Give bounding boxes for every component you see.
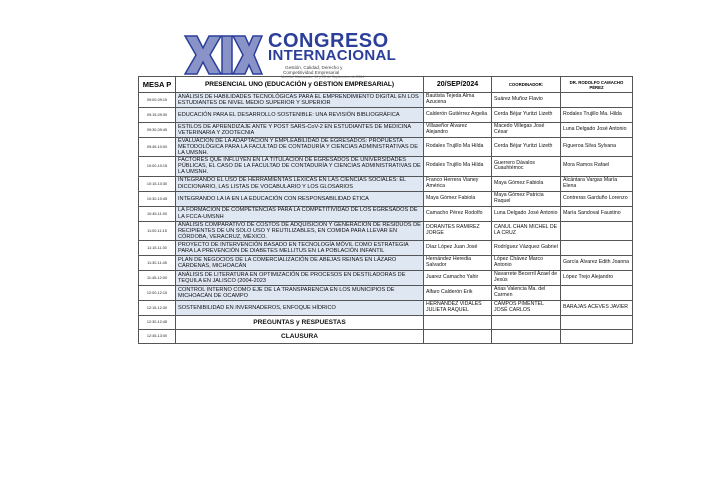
session-topic: FACTORES QUE INFLUYEN EN LA TITULACIÓN DE EGRESADOS DE UNIVERSIDADES PÚBLICAS, EL CASO DE LA FACULTAD DE CONTADURÍA Y CIENCIAS ADMINISTRATIVAS DE LA UMSNH. — [176, 157, 424, 176]
logo-subtitle-line2: Competitividad Empresarial — [283, 70, 340, 75]
session-author: Díaz López Juan José — [424, 240, 492, 255]
table-row — [139, 108, 633, 123]
session-coauthor: CANUL CHAN MICHEL DE LA CRUZ — [492, 221, 561, 240]
session-topic: INTEGRANDO EL USO DE HERRAMIENTAS LÉXICAS EN LAS CIENCIAS SOCIALES: EL DICCIONARIO, LAS LISTAS DE VOCABULARIO Y LOS GLOSARIOS — [176, 176, 424, 191]
session-coauthor: Arias Valencia Ma. del Carmen — [492, 285, 561, 300]
session-coauthor: Luna Delgado José Antonio — [492, 206, 561, 221]
session-time: 11:45-12:00 — [139, 270, 176, 285]
session-author: Bautista Tejeda Alma Azucena — [424, 93, 492, 108]
roman-numeral-xix — [183, 30, 263, 80]
closing-time: 12:30-12:45 — [139, 315, 176, 329]
empty-cell — [492, 329, 561, 343]
session-time: 09:00-09:15 — [139, 93, 176, 108]
session-time: 11:15-11:30 — [139, 240, 176, 255]
table-row — [139, 138, 633, 157]
session-topic: EVALUACIÓN DE LA ADAPTACIÓN Y EMPLEABILIDAD DE EGRESADOS: PROPUESTA METODOLÓGICA PARA LA FACULTAD DE CONTADURÍA Y CIENCIAS ADMINISTRATIVAS DE LA UMSNH. — [176, 138, 424, 157]
session-topic: SOSTENIBILIDAD EN INVERNADEROS, ENFOQUE HÍDRICO — [176, 300, 424, 315]
session-time: 09:45-10:00 — [139, 138, 176, 157]
logo-subtitle-line1: Gestión, Calidad, Derecho y — [285, 65, 343, 70]
table-row — [139, 191, 633, 206]
closing-row — [139, 329, 633, 343]
session-author: Camacho Pérez Rodolfo — [424, 206, 492, 221]
header-mesa: MESA P — [139, 77, 176, 93]
table-row — [139, 270, 633, 285]
session-coauthor: Cerda Béjar Yuritzi Lizeth — [492, 138, 561, 157]
session-time: 09:30-09:45 — [139, 123, 176, 138]
session-topic: PLAN DE NEGOCIOS DE LA COMERCIALIZACIÓN DE ABEJAS REINAS EN LÁZARO CÁRDENAS, MICHOACÁN — [176, 255, 424, 270]
session-extra-author: Alcántara Vargas María Elena — [561, 176, 633, 191]
table-row — [139, 221, 633, 240]
empty-cell — [424, 329, 492, 343]
table-row — [139, 157, 633, 176]
logo-title-line2: INTERNACIONAL — [268, 47, 397, 64]
session-author: Villaseñor Alvarez Alejandro — [424, 123, 492, 138]
session-coauthor: Maya Gómez Fabiola — [492, 176, 561, 191]
session-author: HERNANDEZ VIDALES JULIETA RAQUEL — [424, 300, 492, 315]
session-time: 11:00-11:15 — [139, 221, 176, 240]
header-coordinator-name: DR. RODOLFO CAMACHO PÉREZ — [561, 77, 633, 93]
session-topic: PROYECTO DE INTERVENCIÓN BASADO EN TECNOLOGÍA MÓVIL COMO ESTRATEGIA PARA LA PREVENCIÓN DE DIABETES MELLITUS EN LA POBLACIÓN INFANTIL — [176, 240, 424, 255]
session-extra-author — [561, 93, 633, 108]
header-coordinator-label: COORDINADOR: — [492, 77, 561, 93]
session-extra-author — [561, 240, 633, 255]
logo-subtitle-line3: Morelia, Michoacán, 19 y 20 de Septiembre de 2024 — [281, 75, 365, 79]
session-time: 10:45-11:00 — [139, 206, 176, 221]
session-author: DORANTES RAMIREZ JORGE — [424, 221, 492, 240]
session-coauthor: CAMPOS PIMENTEL JOSÉ CARLOS — [492, 300, 561, 315]
session-extra-author: Contreras Garduño Lorenzo — [561, 191, 633, 206]
table-row — [139, 255, 633, 270]
session-time: 10:00-10:15 — [139, 157, 176, 176]
session-coauthor: Cerda Béjar Yuritzi Lizeth — [492, 108, 561, 123]
table-row — [139, 93, 633, 108]
session-coauthor: Macedo Villegas José César — [492, 123, 561, 138]
session-topic: ANÁLISIS DE LITERATURA EN OPTIMIZACIÓN DE PROCESOS EN DESTILADORAS DE TEQUILA EN JALISCO (2004-2023 — [176, 270, 424, 285]
session-coauthor: Suárez Muñoz Flavio — [492, 93, 561, 108]
table-row — [139, 285, 633, 300]
session-extra-author: Mora Ramos Rafael — [561, 157, 633, 176]
session-author: Calderón Gutiérrez Argelia — [424, 108, 492, 123]
congress-logo — [183, 30, 398, 80]
session-topic: ANÁLISIS COMPARATIVO DE COSTOS DE ADQUISICIÓN Y GENERACIÓN DE RESIDUOS DE RECIPIENTES DE UN SOLO USO Y REUTILIZABLES, EN COMIDA PARA LLEVAR EN CÓRDOBA, VERACRUZ, MÉXICO. — [176, 221, 424, 240]
table-row — [139, 240, 633, 255]
session-time: 11:30-11:45 — [139, 255, 176, 270]
session-author: Rodales Trujillo Ma Hilda — [424, 138, 492, 157]
session-time: 12:15-12:30 — [139, 300, 176, 315]
empty-cell — [561, 329, 633, 343]
session-topic: ANÁLISIS DE HABILIDADES TECNOLÓGICAS PARA EL EMPRENDIMIENTO DIGITAL EN LOS ESTUDIANTES DE NIVEL MEDIO SUPERIOR Y SUPERIOR — [176, 93, 424, 108]
session-author: Alfaro Calderón Erik — [424, 285, 492, 300]
header-date: 20/SEP/2024 — [424, 77, 492, 93]
table-header-row — [139, 77, 633, 93]
session-coauthor: Rodríguez Vázquez Gabriel — [492, 240, 561, 255]
session-extra-author: Rodales Trujillo Ma. Hilda — [561, 108, 633, 123]
table-row — [139, 206, 633, 221]
session-author: Rodales Trujillo Ma Hilda — [424, 157, 492, 176]
header-session-title: PRESENCIAL UNO (EDUCACIÓN y GESTION EMPRESARIAL) — [176, 77, 424, 93]
session-topic: INTEGRANDO LA IA EN LA EDUCACIÓN CON RESPONSABILIDAD ÉTICA — [176, 191, 424, 206]
session-time: 09:15-09:30 — [139, 108, 176, 123]
session-coauthor: Navarrete Becerril Azael de Jesús — [492, 270, 561, 285]
session-topic: EDUCACIÓN PARA EL DESARROLLO SOSTENIBLE: UNA REVISIÓN BIBLIOGRÁFICA — [176, 108, 424, 123]
table-row — [139, 123, 633, 138]
empty-cell — [424, 315, 492, 329]
closing-label: PREGUNTAS y RESPUESTAS — [176, 315, 424, 329]
closing-label: CLAUSURA — [176, 329, 424, 343]
session-time: 12:00-12:15 — [139, 285, 176, 300]
session-topic: CONTROL INTERNO COMO EJE DE LA TRANSPARENCIA EN LOS MUNICIPIOS DE MICHOACÁN DE OCAMPO — [176, 285, 424, 300]
empty-cell — [492, 315, 561, 329]
table-row — [139, 300, 633, 315]
session-author: Franco Herrera Vianey América — [424, 176, 492, 191]
empty-cell — [561, 315, 633, 329]
logo-title-line1: CONGRESO — [268, 30, 389, 52]
session-extra-author: Luna Delgado José Antonio — [561, 123, 633, 138]
session-time: 10:15-10:30 — [139, 176, 176, 191]
table-row — [139, 176, 633, 191]
session-topic: LA FORMACIÓN DE COMPETENCIAS PARA LA COMPETITIVIDAD DE LOS EGRESADOS DE LA FCCA-UMSNH — [176, 206, 424, 221]
session-extra-author — [561, 221, 633, 240]
schedule-rows — [139, 93, 633, 344]
session-coauthor: Guerrero Dávalos Cuauhtémoc — [492, 157, 561, 176]
session-coauthor: López Chávez Marco Antonio — [492, 255, 561, 270]
closing-time: 12:45-13:00 — [139, 329, 176, 343]
session-extra-author: García Álvarez Edith Joanna — [561, 255, 633, 270]
session-author: Hernández Heredia Salvador — [424, 255, 492, 270]
session-topic: ESTILOS DE APRENDIZAJE ANTE Y POST SARS-CoV-2 EN ESTUDIANTES DE MEDICINA VETERINARIA Y ZOOTECNIA — [176, 123, 424, 138]
session-extra-author: Figueroa Silva Sylvana — [561, 138, 633, 157]
session-extra-author: María Sandoval Faustino — [561, 206, 633, 221]
session-coauthor: Maya Gómez Patricia Raquel — [492, 191, 561, 206]
session-author: Maya Gómez Fabiola — [424, 191, 492, 206]
session-extra-author: BARAJAS ACEVES JAVIER — [561, 300, 633, 315]
schedule-table — [138, 76, 633, 344]
closing-row — [139, 315, 633, 329]
session-author: Juarez Camacho Yahir — [424, 270, 492, 285]
session-extra-author: López Trejo Alejandro — [561, 270, 633, 285]
session-time: 10:30-10:45 — [139, 191, 176, 206]
session-extra-author — [561, 285, 633, 300]
